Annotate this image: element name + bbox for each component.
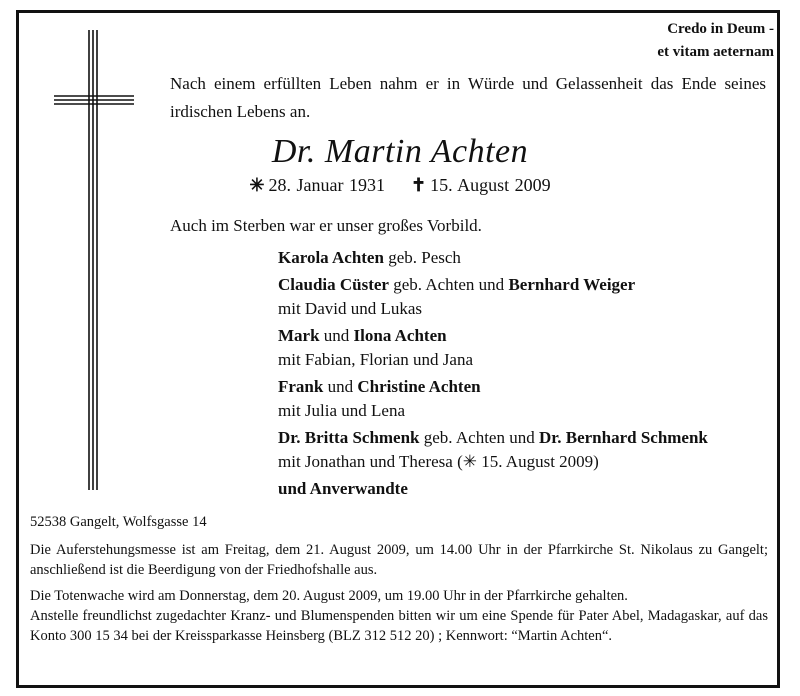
donation-notice: Anstelle freundlichst zugedachter Kranz- und Blumenspenden bitten wir um eine Spende für Pater Abel, Madagaskar, auf das Konto 300 15 34 bei der Kreissparkasse Heinsberg (BLZ 312 512 20) ; Kennwort: “Martin Achten“. bbox=[30, 608, 768, 644]
cross-icon bbox=[54, 30, 134, 490]
family-name: Karola Achten bbox=[278, 248, 384, 267]
family-text: und bbox=[323, 376, 358, 396]
address: 52538 Gangelt, Wolfsgasse 14 bbox=[30, 514, 207, 530]
relatives: und Anverwandte bbox=[278, 478, 408, 498]
motto-line-1: Credo in Deum - bbox=[667, 21, 774, 37]
funeral-mass-notice: Die Auferstehungsmesse ist am Freitag, dem 21. August 2009, um 14.00 Uhr in der Pfarrkirche St. Nikolaus zu Gangelt; anschließend ist die Beerdigung von der Friedhofshalle aus. bbox=[30, 542, 768, 578]
family-list bbox=[278, 246, 778, 501]
family-name: Mark bbox=[278, 325, 320, 345]
family-text: geb. Achten und bbox=[388, 274, 509, 294]
family-group bbox=[278, 324, 778, 373]
family-name: Claudia Cüster bbox=[278, 274, 389, 294]
family-name: Frank bbox=[278, 376, 324, 396]
family-name: Dr. Bernhard Schmenk bbox=[538, 427, 708, 447]
motto-line-2: et vitam aeternam bbox=[657, 44, 774, 60]
intro-text: Nach einem erfüllten Leben nahm er in Würde und Gelassenheit das Ende seines irdischen Lebens an. bbox=[170, 74, 766, 121]
motto bbox=[657, 18, 774, 64]
family-group bbox=[278, 375, 778, 424]
family-name: Dr. Britta Schmenk bbox=[278, 427, 420, 447]
family-group bbox=[278, 477, 778, 502]
life-dates bbox=[0, 175, 800, 196]
family-name: Bernhard Weiger bbox=[508, 274, 636, 294]
death-cross-icon: ✝ bbox=[410, 175, 427, 195]
birth-star-icon: ✳ bbox=[249, 175, 265, 195]
family-name: Ilona Achten bbox=[353, 325, 447, 345]
tribute-text: Auch im Sterben war er unser großes Vorbild. bbox=[170, 216, 482, 235]
death-date: 15. August 2009 bbox=[430, 175, 551, 195]
family-text: geb. Achten und bbox=[419, 427, 539, 447]
vigil-notice: Die Totenwache wird am Donnerstag, dem 20. August 2009, um 19.00 Uhr in der Pfarrkirche gehalten. bbox=[30, 588, 628, 604]
family-children: mit David und Lukas bbox=[278, 299, 423, 318]
family-text: und bbox=[319, 325, 354, 345]
family-group bbox=[278, 426, 778, 475]
family-children: mit Jonathan und Theresa (✳ 15. August 2009) bbox=[278, 452, 599, 471]
deceased-name: Dr. Martin Achten bbox=[271, 133, 529, 170]
family-children: mit Julia und Lena bbox=[278, 401, 406, 420]
family-group bbox=[278, 246, 778, 271]
family-group bbox=[278, 273, 778, 322]
family-name: Christine Achten bbox=[357, 376, 481, 396]
family-text: geb. Pesch bbox=[383, 248, 461, 267]
family-children: mit Fabian, Florian und Jana bbox=[278, 350, 474, 369]
birth-date: 28. Januar 1931 bbox=[268, 175, 385, 195]
